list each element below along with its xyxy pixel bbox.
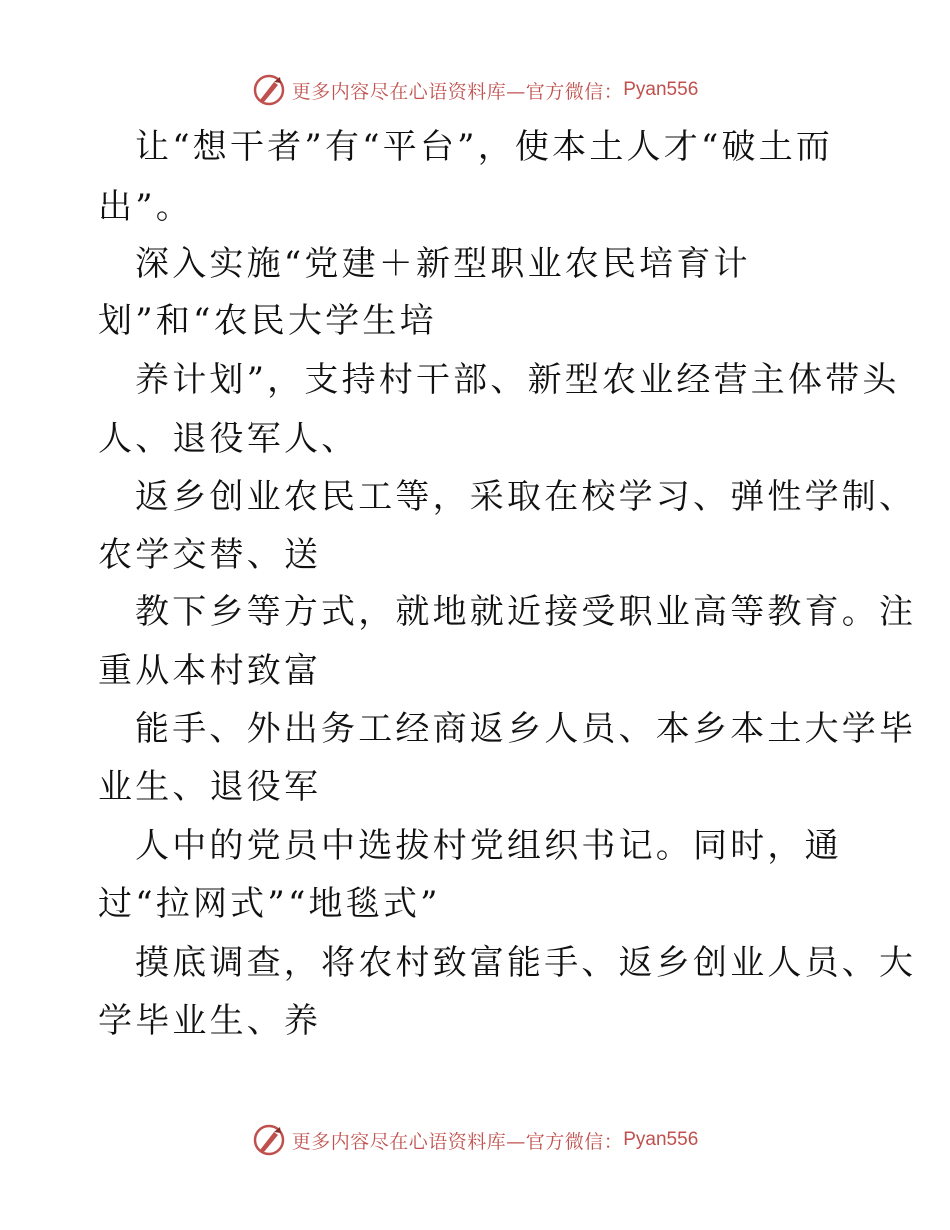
- paragraph-line: 农学交替、送: [98, 535, 322, 575]
- banner-text: 更多内容尽在心语资料库—官方微信：: [291, 80, 624, 103]
- quill-pen-icon: [252, 1123, 286, 1157]
- paragraph-line: 出”。: [98, 187, 193, 227]
- paragraph-line: 教下乡等方式，就地就近接受职业高等教育。注: [135, 592, 917, 632]
- paragraph-line: 业生、退役军: [98, 767, 322, 807]
- footer-banner: [0, 1120, 950, 1160]
- header-banner: [0, 70, 950, 110]
- paragraph-line: 养计划”，支持村干部、新型农业经营主体带头: [135, 360, 900, 400]
- banner-text: 更多内容尽在心语资料库—官方微信：: [291, 1130, 624, 1153]
- paragraph-line: 学毕业生、养: [98, 1001, 322, 1041]
- paragraph-line: 人中的党员中选拔村党组织书记。同时，通: [135, 826, 842, 866]
- paragraph-line: 人、退役军人、: [98, 419, 359, 459]
- paragraph-line: 过“拉网式”“地毯式”: [98, 884, 441, 924]
- paragraph-line: 重从本村致富: [98, 651, 322, 691]
- paragraph-line: 深入实施“党建＋新型职业农民培育计: [135, 244, 751, 284]
- paragraph-line: 划”和“农民大学生培: [98, 301, 437, 341]
- quill-pen-icon: [252, 73, 286, 107]
- paragraph-line: 返乡创业农民工等，采取在校学习、弹性学制、: [135, 477, 917, 517]
- paragraph-line: 让“想干者”有“平台”，使本土人才“破土而: [135, 127, 834, 167]
- banner-wechat-id: Pyan556: [623, 1129, 699, 1150]
- paragraph-line: 摸底调查，将农村致富能手、返乡创业人员、大: [135, 943, 917, 983]
- banner-wechat-id: Pyan556: [623, 79, 699, 100]
- paragraph-line: 能手、外出务工经商返乡人员、本乡本土大学毕: [135, 709, 917, 749]
